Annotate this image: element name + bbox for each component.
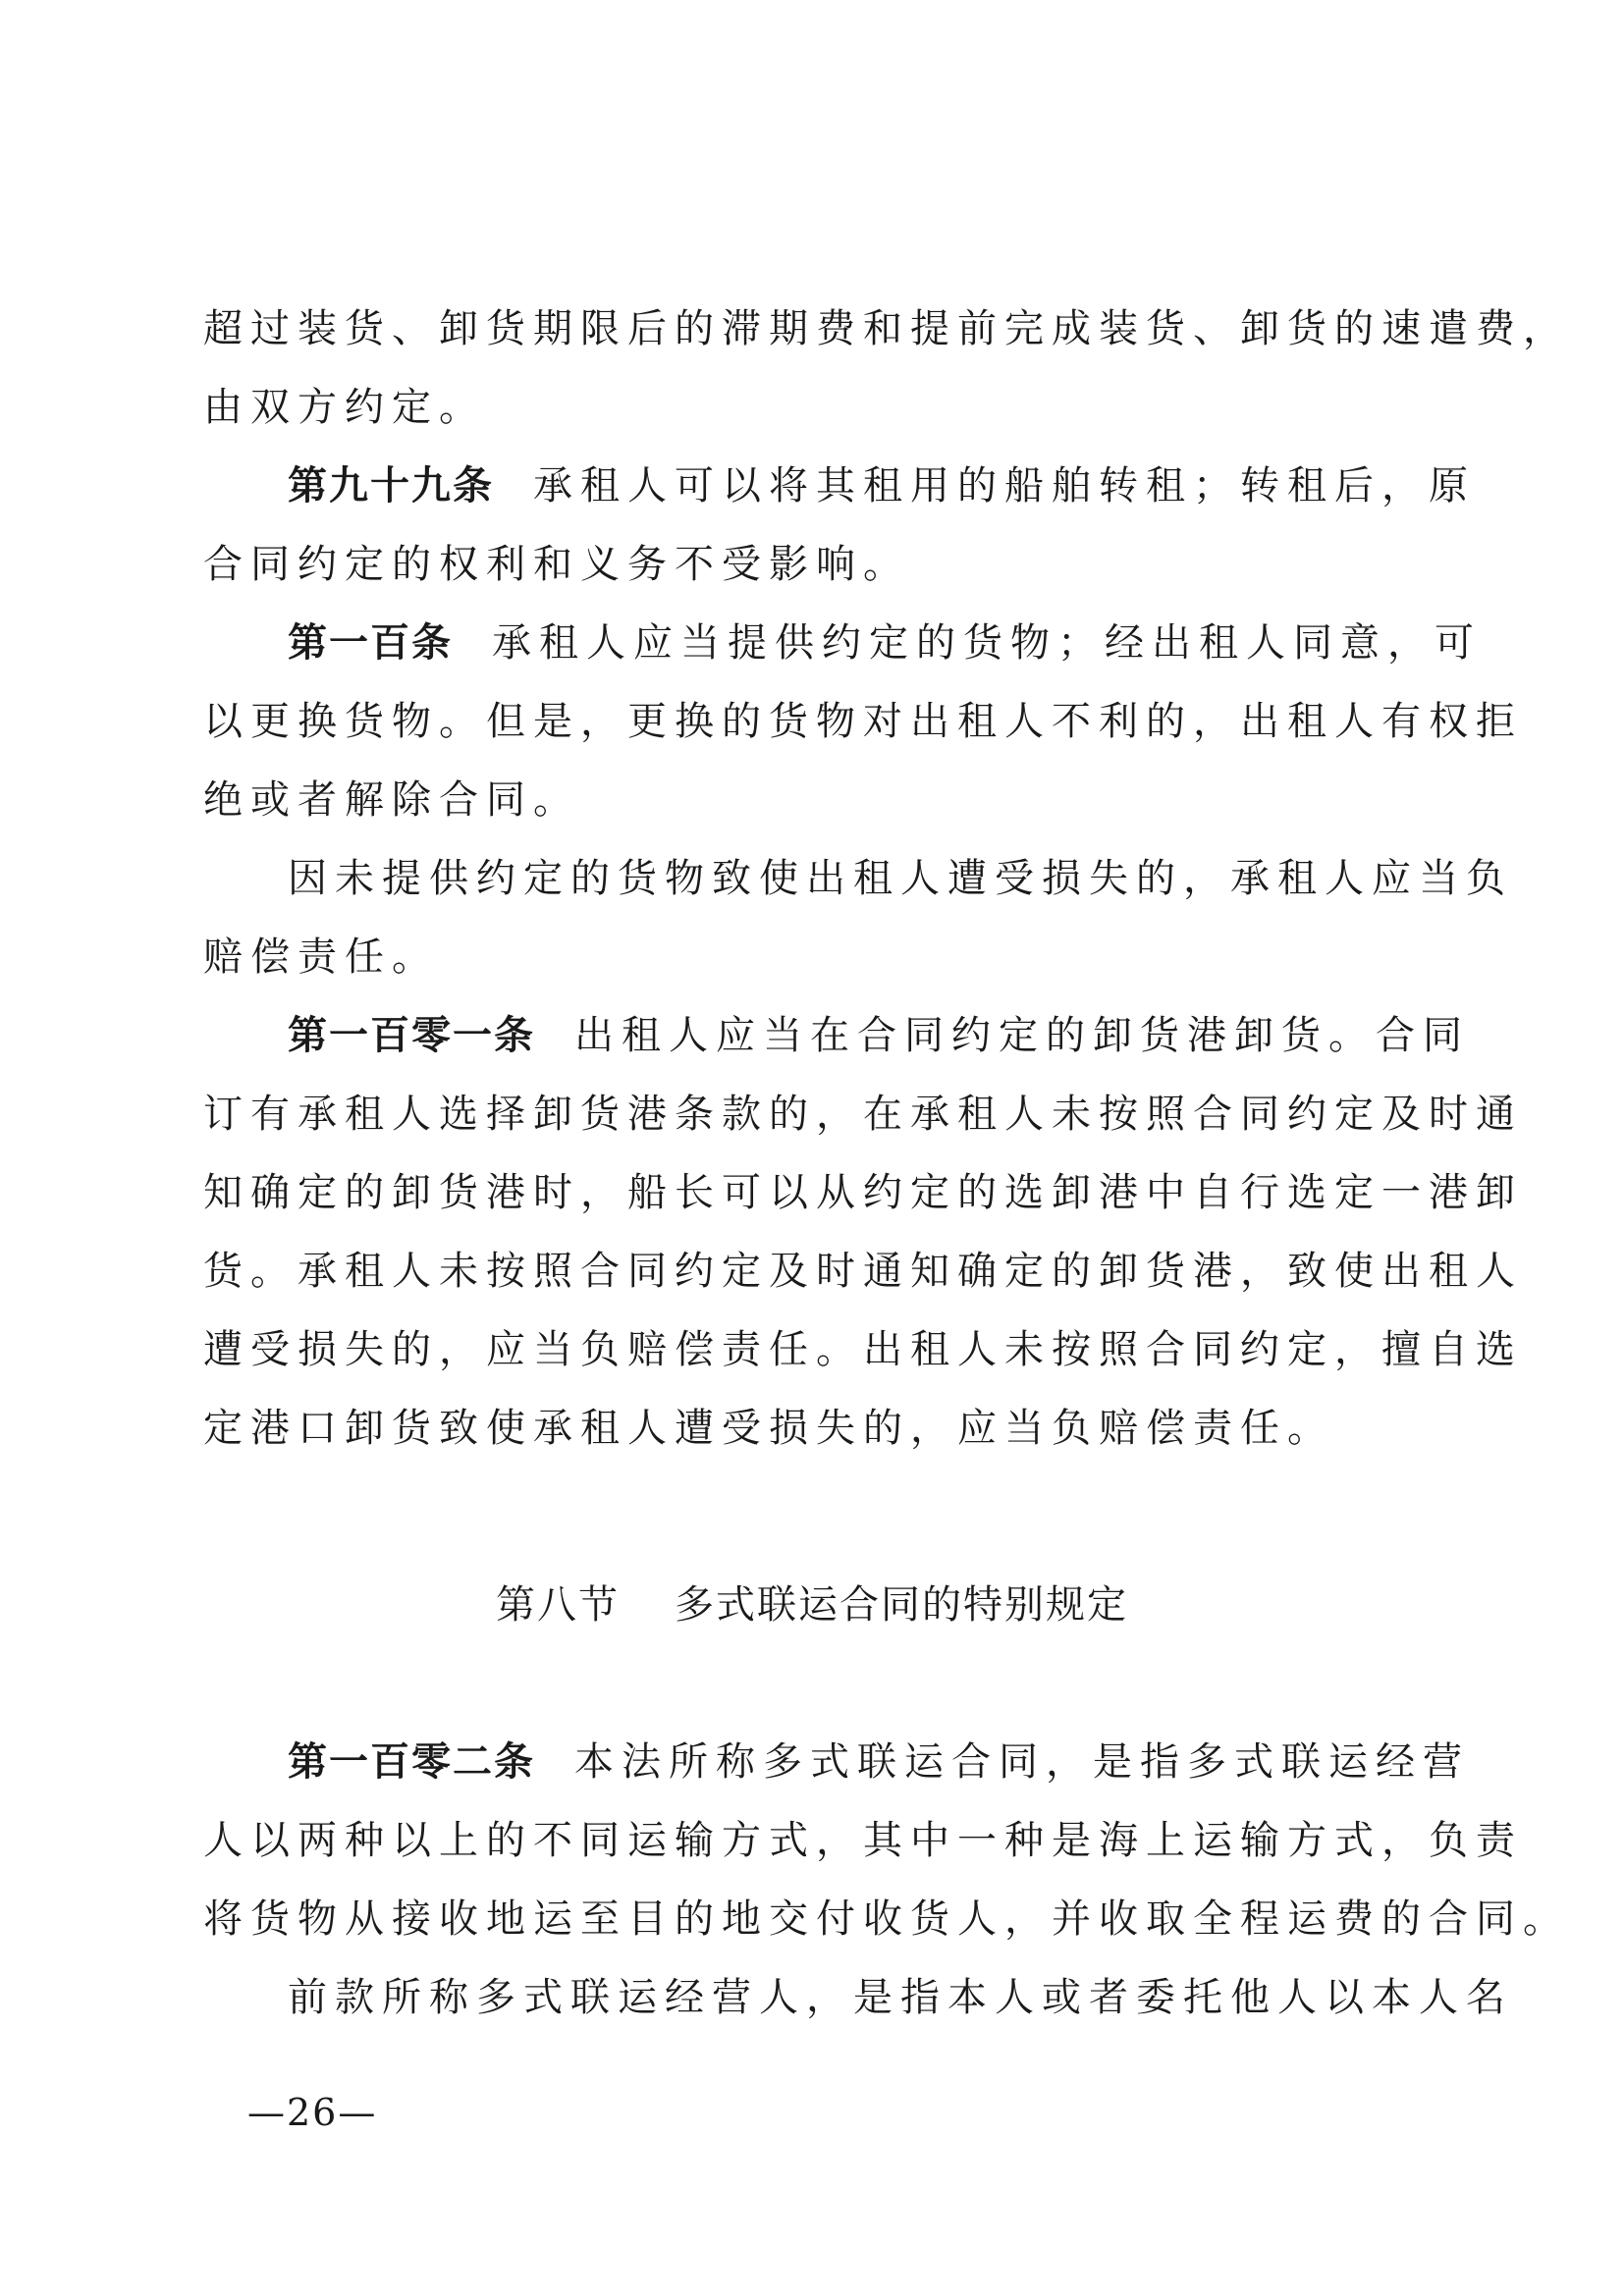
paragraph-line: 合同约定的权利和义务不受影响。 — [203, 542, 910, 587]
paragraph-line: 将货物从接收地运至目的地交付收货人，并收取全程运费的合同。 — [203, 1896, 1570, 1942]
article-number: 第一百零二条 — [288, 1739, 535, 1785]
paragraph-line: 知确定的卸货港时，船长可以从约定的选卸港中自行选定一港卸 — [203, 1170, 1523, 1215]
paragraph-line: 赔偿责任。 — [203, 934, 439, 980]
article-100-line — [203, 604, 1482, 682]
article-text: 出租人应当在合同约定的卸货港卸货。合同 — [574, 1013, 1470, 1058]
paragraph-line: 人以两种以上的不同运输方式，其中一种是海上运输方式，负责 — [203, 1818, 1523, 1863]
article-text: 本法所称多式联运合同，是指多式联运经营 — [574, 1739, 1470, 1785]
section-title: 多式联运合同的特别规定 — [675, 1582, 1128, 1628]
section-number: 第八节 — [496, 1582, 620, 1628]
paragraph-line: 超过装货、卸货期限后的滞期费和提前完成装货、卸货的速遣费， — [203, 306, 1570, 351]
article-number: 第一百零一条 — [288, 1013, 535, 1058]
paragraph-line: 遭受损失的，应当负赔偿责任。出租人未按照合同约定，擅自选 — [203, 1327, 1523, 1372]
article-text: 承租人可以将其租用的船舶转租；转租后，原 — [533, 463, 1476, 508]
article-text: 承租人应当提供约定的货物；经出租人同意，可 — [492, 620, 1482, 666]
paragraph-line: 因未提供约定的货物致使出租人遭受损失的，承租人应当负 — [288, 856, 1513, 901]
article-number: 第一百条 — [288, 620, 453, 666]
article-101-line — [203, 996, 1470, 1075]
paragraph-line: 以更换货物。但是，更换的货物对出租人不利的，出租人有权拒 — [203, 699, 1523, 744]
paragraph-line: 货。承租人未按照合同约定及时通知确定的卸货港，致使出租人 — [203, 1249, 1523, 1294]
paragraph-line: 由双方约定。 — [203, 385, 486, 430]
article-102-line — [203, 1723, 1470, 1801]
section-heading — [0, 1566, 1624, 1644]
paragraph-line: 前款所称多式联运经营人，是指本人或者委托他人以本人名 — [288, 1975, 1513, 2020]
paragraph-line: 绝或者解除合同。 — [203, 777, 580, 823]
page-number: —26— — [247, 2091, 378, 2134]
paragraph-line: 订有承租人选择卸货港条款的，在承租人未按照合同约定及时通 — [203, 1092, 1523, 1137]
article-99-line — [203, 447, 1476, 525]
article-number: 第九十九条 — [288, 463, 494, 508]
paragraph-line: 定港口卸货致使承租人遭受损失的，应当负赔偿责任。 — [203, 1406, 1334, 1451]
